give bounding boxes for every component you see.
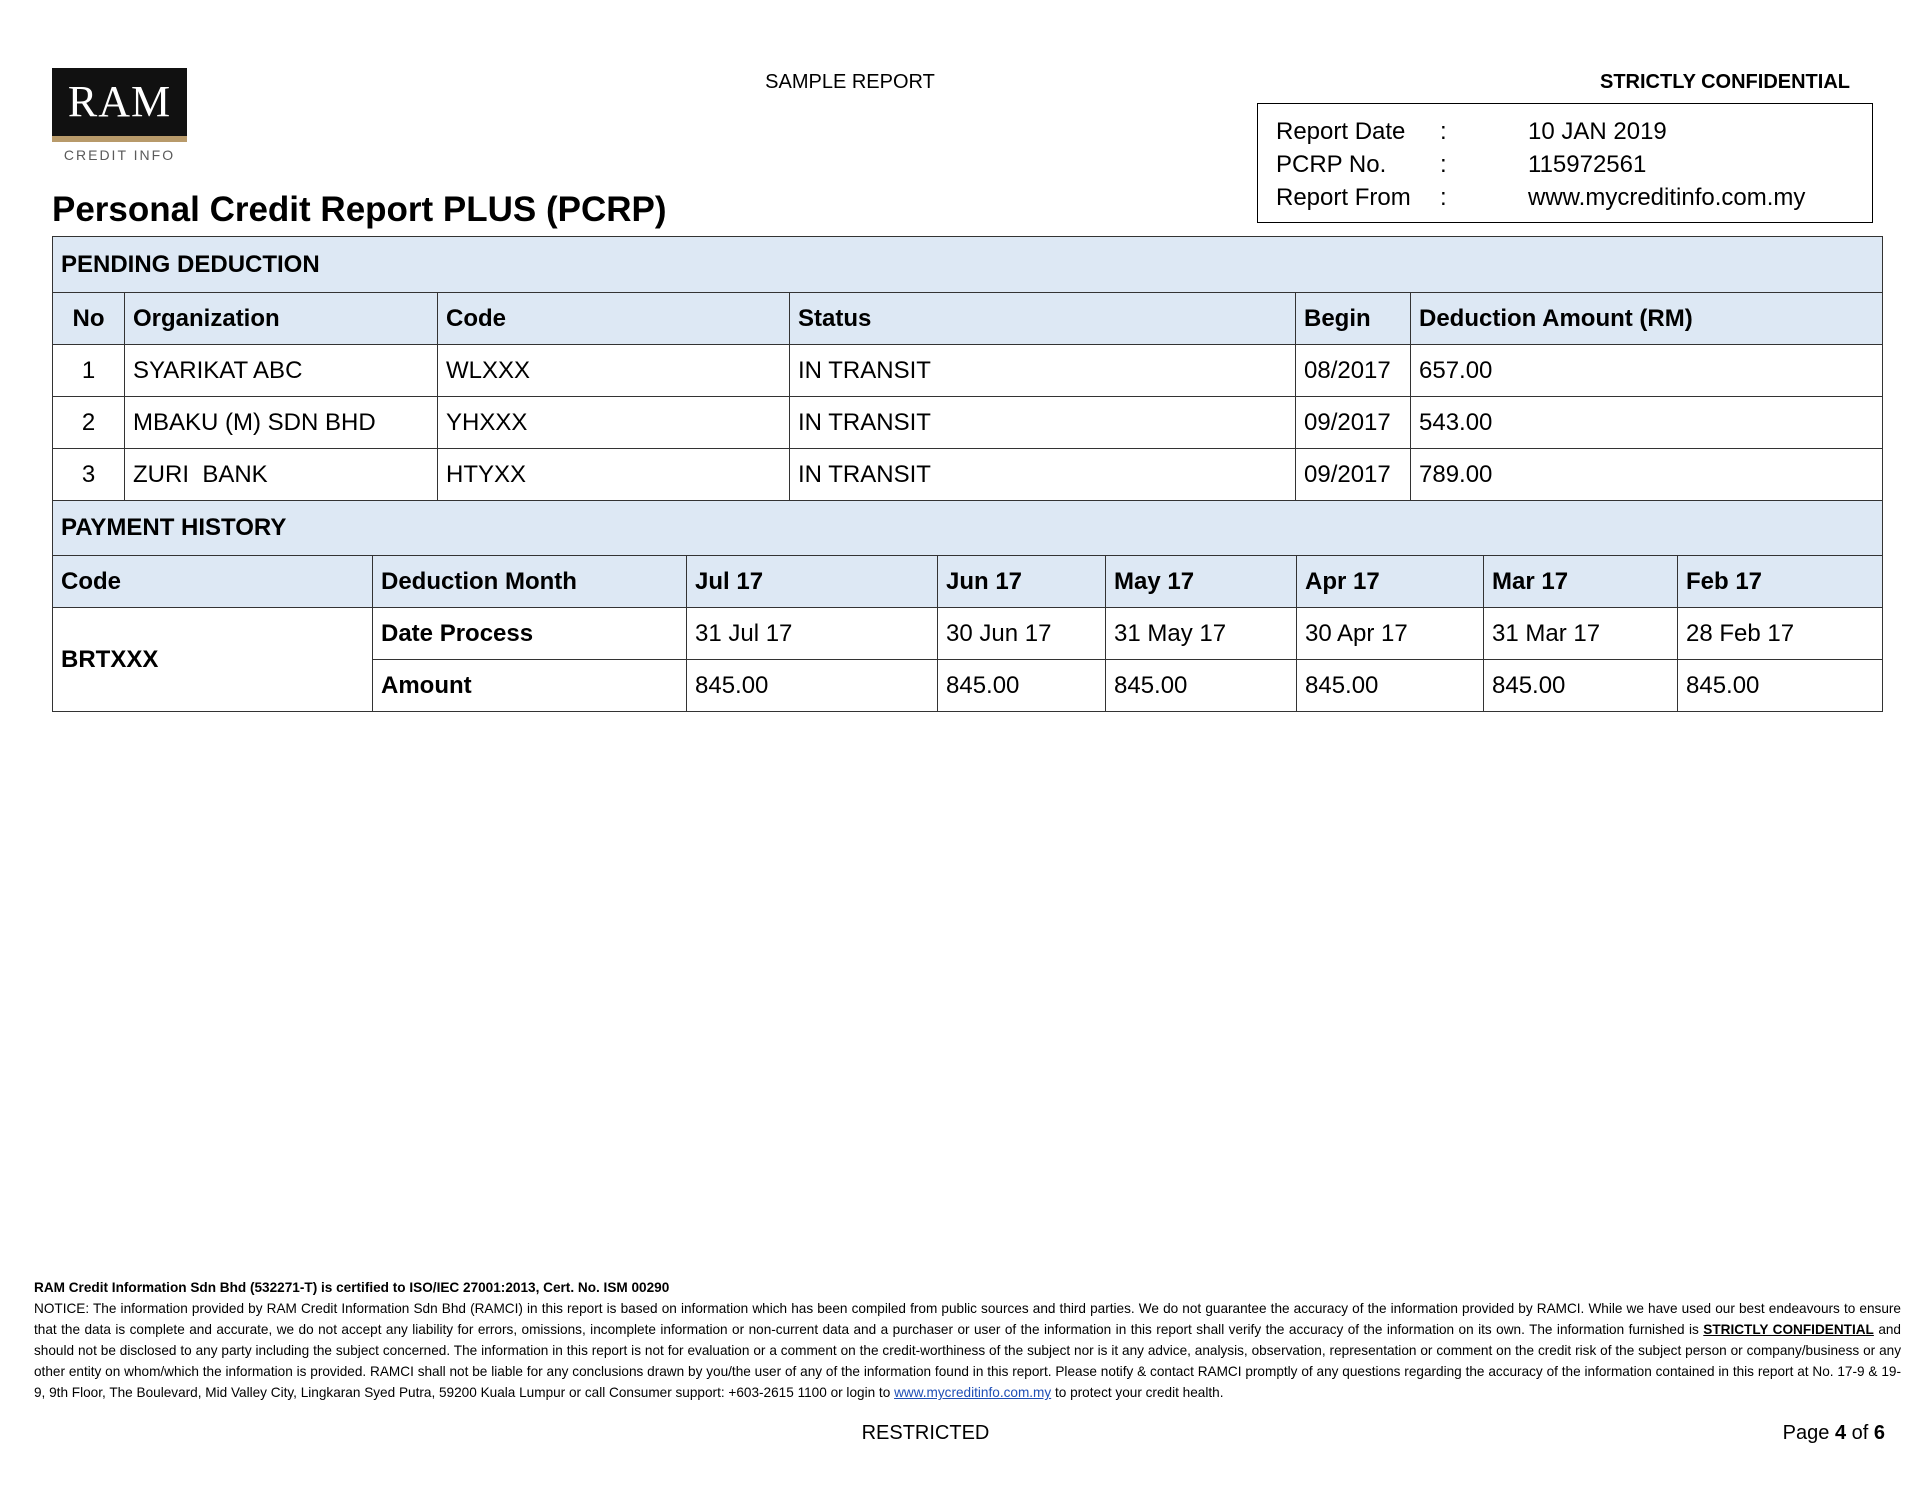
table-cell: SYARIKAT ABC <box>125 345 438 397</box>
info-value: 10 JAN 2019 <box>1528 118 1667 145</box>
table-cell: IN TRANSIT <box>790 345 1296 397</box>
logo-subtitle: CREDIT INFO <box>63 147 176 163</box>
sample-report-label: SAMPLE REPORT <box>765 71 935 93</box>
table-cell: 1 <box>53 345 125 397</box>
column-header: May 17 <box>1106 556 1297 608</box>
footer-notice <box>34 1277 1901 1403</box>
table-cell: ZURI BANK <box>125 449 438 501</box>
column-header: Jun 17 <box>938 556 1106 608</box>
table-cell: IN TRANSIT <box>790 449 1296 501</box>
table-cell: 3 <box>53 449 125 501</box>
table-cell: 09/2017 <box>1296 449 1411 501</box>
table-row <box>53 345 1883 397</box>
table-cell: IN TRANSIT <box>790 397 1296 449</box>
logo-underline <box>52 136 187 142</box>
info-value: www.mycreditinfo.com.my <box>1528 184 1806 211</box>
column-header: Feb 17 <box>1678 556 1883 608</box>
column-header: Code <box>53 556 373 608</box>
notice-text: and should not be disclosed to any party including the subject concerned. The information in this report is not for evaluation or a comment on the credit-worthiness of the subject nor is it any advice, analysis, observation, representation or comment on the credit risk of the subject person or company/business or any other entity on whom/which the information is provided. RAMCI shall not be liable for any conclusions drawn by you/the user of any of the information found in this report. Please notify & contact RAMCI promptly of any questions regarding the accuracy of the information contained in this report at No. 17-9 & 19-9, 9th Floor, The Boulevard, Mid Valley City, Lingkaran Syed Putra, 59200 Kuala Lumpur or call Consumer support: +603-2615 1100 or login to <box>34 1322 1901 1400</box>
table-row <box>53 449 1883 501</box>
logo-mark: RAM <box>52 68 187 136</box>
website-link[interactable]: www.mycreditinfo.com.my <box>894 1385 1052 1400</box>
payment-history-table <box>52 500 1883 712</box>
table-cell: 845.00 <box>687 660 938 712</box>
table-cell: HTYXX <box>438 449 790 501</box>
confidential-label: STRICTLY CONFIDENTIAL <box>1599 71 1850 93</box>
table-cell: 30 Jun 17 <box>938 608 1106 660</box>
table-cell: YHXXX <box>438 397 790 449</box>
page-number <box>1783 1422 1885 1445</box>
report-info-box <box>1257 103 1873 223</box>
info-key: PCRP No. <box>1276 151 1387 178</box>
column-header: Mar 17 <box>1484 556 1678 608</box>
table-cell: 2 <box>53 397 125 449</box>
table-cell: 845.00 <box>1678 660 1883 712</box>
restricted-label: RESTRICTED <box>861 1422 990 1444</box>
page-prefix: Page <box>1782 1422 1830 1444</box>
report-title: Personal Credit Report PLUS (PCRP) <box>52 190 667 229</box>
notice-text: to protect your credit health. <box>1054 1385 1224 1400</box>
page-total: 6 <box>1873 1422 1885 1444</box>
page-of: of <box>1851 1422 1869 1444</box>
table-cell: MBAKU (M) SDN BHD <box>125 397 438 449</box>
column-header: Deduction Amount (RM) <box>1411 293 1883 345</box>
info-sep: : <box>1440 118 1447 145</box>
table-cell: 28 Feb 17 <box>1678 608 1883 660</box>
column-header: No <box>53 293 125 345</box>
table-cell: 31 May 17 <box>1106 608 1297 660</box>
table-cell: 09/2017 <box>1296 397 1411 449</box>
column-header: Apr 17 <box>1297 556 1484 608</box>
table-cell: 30 Apr 17 <box>1297 608 1484 660</box>
certification-line: RAM Credit Information Sdn Bhd (532271-T) is certified to ISO/IEC 27001:2013, Cert. No. ISM 00290 <box>34 1280 670 1295</box>
table-cell: 31 Jul 17 <box>687 608 938 660</box>
table-cell: 543.00 <box>1411 397 1883 449</box>
info-key: Report From <box>1276 184 1411 211</box>
info-row-date <box>1276 115 1872 148</box>
info-value: 115972561 <box>1528 151 1647 178</box>
table-cell: 845.00 <box>1484 660 1678 712</box>
table-cell: 657.00 <box>1411 345 1883 397</box>
column-header: Jul 17 <box>687 556 938 608</box>
info-row-pcrp <box>1276 148 1872 181</box>
info-sep: : <box>1440 151 1447 178</box>
column-header: Deduction Month <box>373 556 687 608</box>
notice-paragraph <box>34 1298 1901 1403</box>
table-row <box>53 397 1883 449</box>
pending-deduction-table <box>52 236 1883 501</box>
info-key: Report Date <box>1276 118 1406 145</box>
column-header: Begin <box>1296 293 1411 345</box>
table-row-date-process <box>53 608 1883 660</box>
table-cell: 845.00 <box>938 660 1106 712</box>
section-title: PENDING DEDUCTION <box>53 237 1883 293</box>
page-current: 4 <box>1834 1422 1847 1444</box>
table-cell: 08/2017 <box>1296 345 1411 397</box>
column-header: Code <box>438 293 790 345</box>
row-label: Amount <box>373 660 687 712</box>
row-label: Date Process <box>373 608 687 660</box>
table-cell: 789.00 <box>1411 449 1883 501</box>
table-cell: WLXXX <box>438 345 790 397</box>
info-sep: : <box>1440 184 1447 211</box>
section-title: PAYMENT HISTORY <box>53 501 1883 556</box>
payment-code: BRTXXX <box>53 608 373 712</box>
column-header: Status <box>790 293 1296 345</box>
table-cell: 31 Mar 17 <box>1484 608 1678 660</box>
info-row-from <box>1276 181 1872 214</box>
notice-confidential: STRICTLY CONFIDENTIAL <box>1703 1322 1874 1337</box>
column-header: Organization <box>125 293 438 345</box>
notice-text: NOTICE: The information provided by RAM Credit Information Sdn Bhd (RAMCI) in this report is based on information which has been compiled from public sources and third parties. We do not guarantee the accuracy of the information provided by RAMCI. While we have used our best endeavours to ensure that the data is complete and accurate, we do not accept any liability for errors, omissions, incomplete information or non-current data and a purchaser or user of the information in this report shall verify the accuracy of the information on its own. The information furnished is <box>34 1301 1901 1337</box>
table-cell: 845.00 <box>1297 660 1484 712</box>
table-cell: 845.00 <box>1106 660 1297 712</box>
